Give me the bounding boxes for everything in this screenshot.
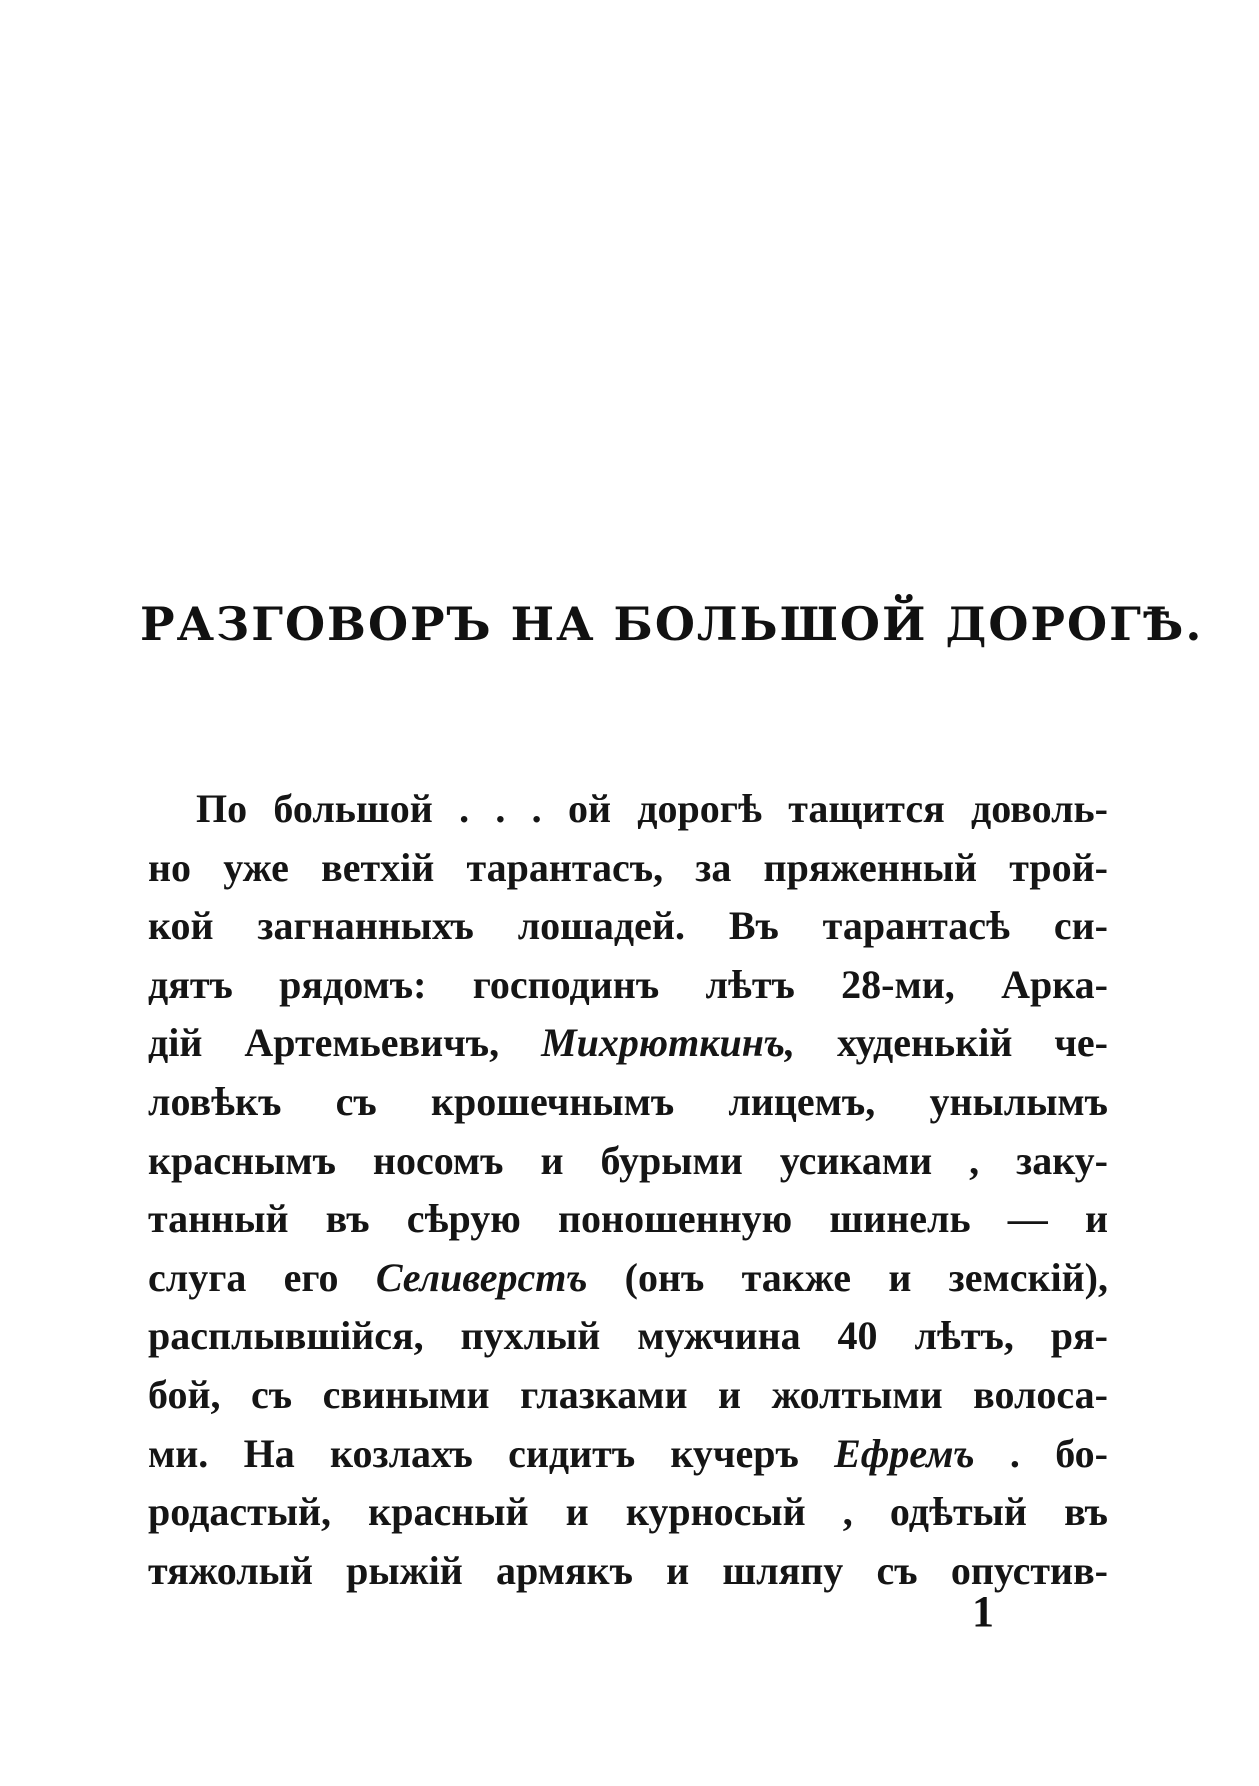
text-segment: дій Артемьевичъ,	[148, 1020, 542, 1066]
text-line	[148, 1073, 1108, 1132]
text-segment: но уже ветхій тарантасъ, за пряженный трой-	[148, 844, 1108, 890]
text-segment: дятъ рядомъ: господинъ лѣтъ 28-ми, Арка-	[148, 961, 1108, 1007]
text-line	[148, 1190, 1108, 1249]
text-line	[148, 1483, 1108, 1542]
text-segment: слуга его	[148, 1254, 376, 1300]
italic-name: Селиверстъ	[375, 1254, 588, 1300]
text-segment: родастый, красный и курносый , одѣтый въ	[148, 1489, 1108, 1535]
text-segment: краснымъ носомъ и бурыми усиками , заку-	[148, 1137, 1108, 1183]
text-line	[148, 1249, 1108, 1308]
text-segment: . бо-	[974, 1430, 1108, 1476]
text-segment: тяжолый рыжій армякъ и шляпу съ опустив-	[148, 1547, 1108, 1593]
text-line	[148, 780, 1108, 839]
text-segment: ловѣкъ съ крошечнымъ лицемъ, унылымъ	[148, 1078, 1108, 1124]
text-segment: ми. На козлахъ сидитъ кучеръ	[148, 1430, 835, 1476]
text-line	[148, 956, 1108, 1015]
italic-name: Михрюткинъ,	[541, 1020, 796, 1066]
text-line	[148, 1307, 1108, 1366]
chapter-title: РАЗГОВОРЪ НА БОЛЬШОЙ ДОРОГѢ.	[140, 597, 1204, 651]
text-line	[148, 1014, 1108, 1073]
text-segment: танный въ сѣрую поношенную шинель — и	[148, 1196, 1108, 1242]
text-segment: расплывшійся, пухлый мужчина 40 лѣтъ, ря-	[148, 1313, 1108, 1359]
text-segment: бой, съ свиными глазками и жолтыми волоса-	[148, 1371, 1108, 1417]
text-line	[148, 839, 1108, 898]
text-line	[148, 1542, 1108, 1601]
text-segment: худенькій че-	[795, 1020, 1108, 1066]
text-segment: По большой . . . ой дорогѣ тащится доволь-	[196, 786, 1108, 831]
page-number: 1	[972, 1587, 994, 1636]
text-segment: (онъ также и земскій),	[587, 1254, 1108, 1300]
text-segment: кой загнанныхъ лошадей. Въ тарантасѣ си-	[148, 903, 1108, 949]
text-line	[148, 1366, 1108, 1425]
italic-name: Ефремъ	[834, 1430, 975, 1476]
text-line	[148, 1132, 1108, 1191]
text-line	[148, 897, 1108, 956]
body-paragraph	[148, 780, 1108, 1600]
text-line	[148, 1425, 1108, 1484]
